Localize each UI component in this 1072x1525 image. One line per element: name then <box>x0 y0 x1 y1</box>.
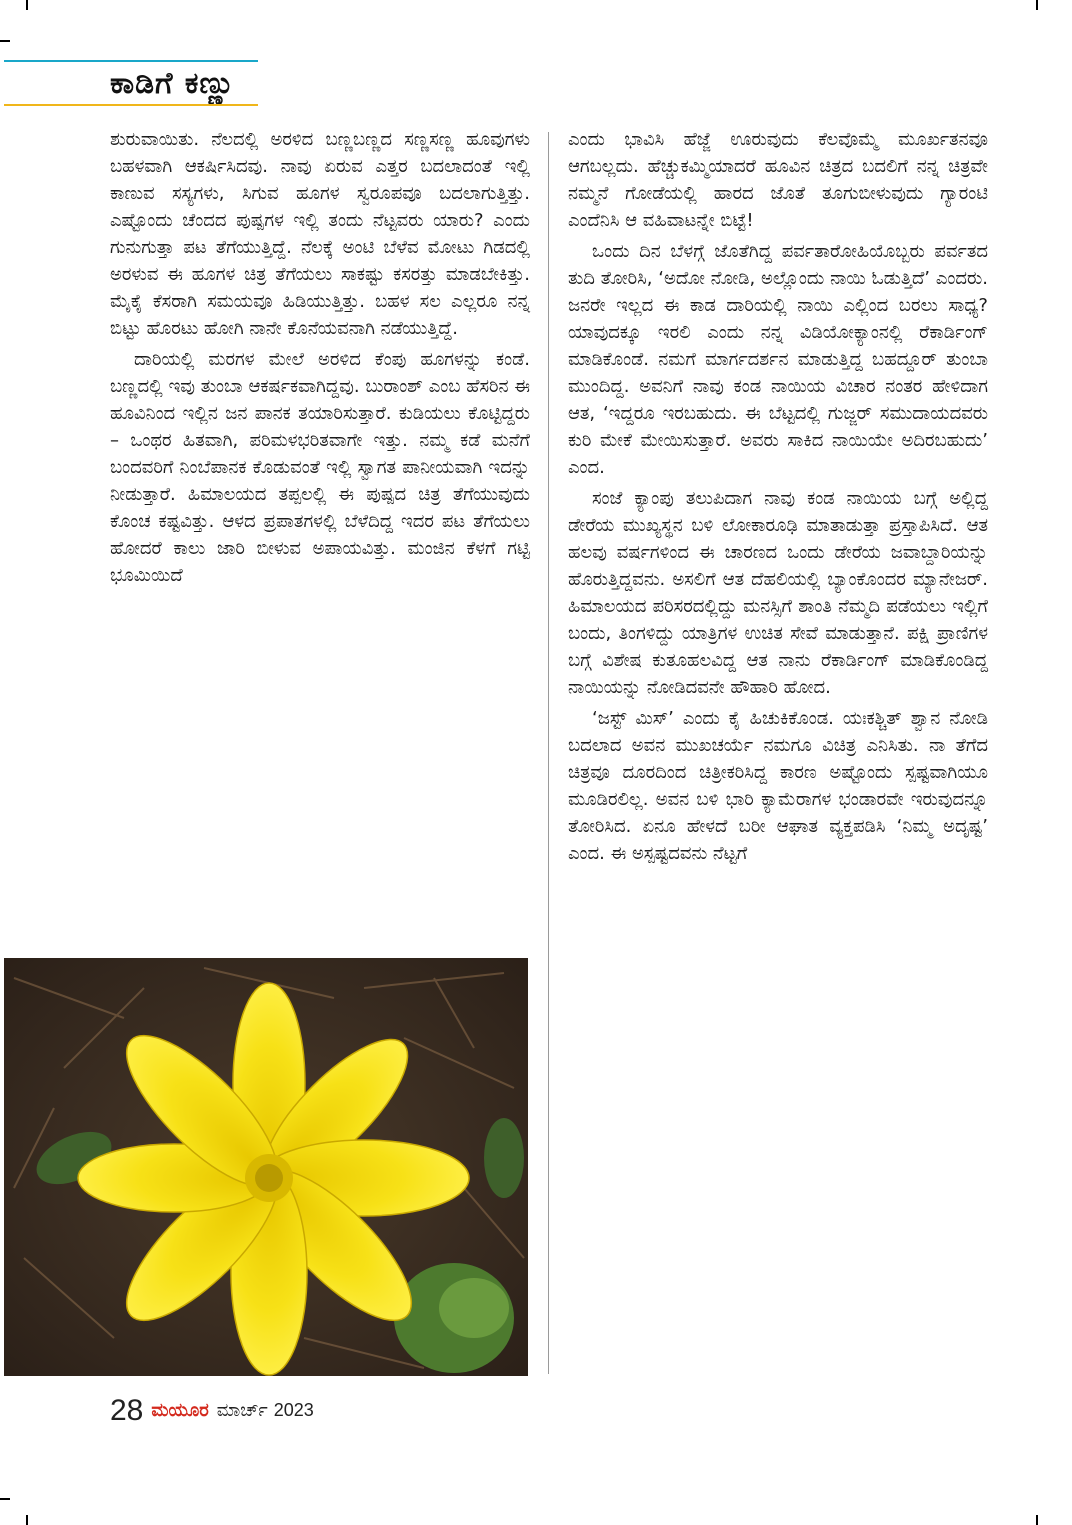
right-paragraph-3: ಸಂಜೆ ಕ್ಯಾಂಪು ತಲುಪಿದಾಗ ನಾವು ಕಂಡ ನಾಯಿಯ ಬಗ್ಗೆ ಅಲ್ಲಿದ್ದ ಡೇರೆಯ ಮುಖ್ಯಸ್ಥನ ಬಳಿ ಲೋಕಾರೂಢಿ ಮಾತಾಡುತ್ತಾ ಪ್ರಸ್ತಾಪಿಸಿದೆ. ಆತ ಹಲವು ವರ್ಷಗಳಿಂದ ಈ ಚಾರಣದ ಒಂದು ಡೇರೆಯ ಜವಾಬ್ದಾರಿಯನ್ನು ಹೊರುತ್ತಿದ್ದವನು. ಅಸಲಿಗೆ ಆತ ದೆಹಲಿಯಲ್ಲಿ ಬ್ಯಾಂಕೊಂದರ ಮ್ಯಾನೇಜರ್. ಹಿಮಾಲಯದ ಪರಿಸರದಲ್ಲಿದ್ದು ಮನಸ್ಸಿಗೆ ಶಾಂತಿ ನೆಮ್ಮದಿ ಪಡೆಯಲು ಇಲ್ಲಿಗೆ ಬಂದು, ತಿಂಗಳಿದ್ದು ಯಾತ್ರಿಗಳ ಉಚಿತ ಸೇವೆ ಮಾಡುತ್ತಾನೆ. ಪಕ್ಷಿ ಪ್ರಾಣಿಗಳ ಬಗ್ಗೆ ವಿಶೇಷ ಕುತೂಹಲವಿದ್ದ ಆತ ನಾನು ರೆಕಾರ್ಡಿಂಗ್ ಮಾಡಿಕೊಂಡಿದ್ದ ನಾಯಿಯನ್ನು ನೋಡಿದವನೇ ಹೌಹಾರಿ ಹೋದ. <box>568 488 988 698</box>
section-title: ಕಾಡಿಗೆ ಕಣ್ಣು <box>110 66 236 101</box>
left-column <box>110 126 530 589</box>
header-bottom-rule <box>4 104 258 106</box>
crop-mark-left-lower <box>0 1498 10 1500</box>
crop-mark-top-left <box>26 0 28 10</box>
flower-center <box>245 1154 293 1202</box>
right-paragraph-4: ‘ಜಸ್ಟ್ ಮಿಸ್’ ಎಂದು ಕೈ ಹಿಚುಕಿಕೊಂಡ. ಯಃಕಶ್ಚಿತ್ ಶ್ವಾನ ನೋಡಿ ಬದಲಾದ ಅವನ ಮುಖಚರ್ಯೆ ನಮಗೂ ವಿಚಿತ್ರ ಎನಿಸಿತು. ನಾ ತೆಗೆದ ಚಿತ್ರವೂ ದೂರದಿಂದ ಚಿತ್ರೀಕರಿಸಿದ್ದ ಕಾರಣ ಅಷ್ಟೊಂದು ಸ್ಪಷ್ಟವಾಗಿಯೂ ಮೂಡಿರಲಿಲ್ಲ. ಅವನ ಬಳಿ ಭಾರಿ ಕ್ಯಾಮೆರಾಗಳ ಭಂಡಾರವೇ ಇರುವುದನ್ನೂ ತೋರಿಸಿದ. ಏನೂ ಹೇಳದೆ ಬರೀ ಆಘಾತ ವ್ಯಕ್ತಪಡಿಸಿ ‘ನಿಮ್ಮ ಅದೃಷ್ಟ’ ಎಂದ. ಈ ಅಸ್ಪಷ್ಟದವನು ನೆಟ್ಟಗೆ <box>568 708 988 864</box>
issue-year: 2023 <box>273 1400 314 1420</box>
crop-mark-bottom-left <box>26 1515 28 1525</box>
left-paragraph-1: ಶುರುವಾಯಿತು. ನೆಲದಲ್ಲಿ ಅರಳಿದ ಬಣ್ಣಬಣ್ಣದ ಸಣ್ಣಸಣ್ಣ ಹೂವುಗಳು ಬಹಳವಾಗಿ ಆಕರ್ಷಿಸಿದವು. ನಾವು ಏರುವ ಎತ್ತರ ಬದಲಾದಂತೆ ಇಲ್ಲಿ ಕಾಣುವ ಸಸ್ಯಗಳು, ಸಿಗುವ ಹೂಗಳ ಸ್ವರೂಪವೂ ಬದಲಾಗುತ್ತಿತ್ತು. ಎಷ್ಟೊಂದು ಚೆಂದದ ಪುಷ್ಪಗಳ ಇಲ್ಲಿ ತಂದು ನೆಟ್ಟವರು ಯಾರು? ಎಂದು ಗುನುಗುತ್ತಾ ಪಟ ತೆಗೆಯುತ್ತಿದ್ದೆ. ನೆಲಕ್ಕೆ ಅಂಟಿ ಬೆಳೆವ ಮೋಟು ಗಿಡದಲ್ಲಿ ಅರಳುವ ಈ ಹೂಗಳ ಚಿತ್ರ ತೆಗೆಯಲು ಸಾಕಷ್ಟು ಕಸರತ್ತು ಮಾಡಬೇಕಿತ್ತು. ಮೈಕೈ ಕೆಸರಾಗಿ ಸಮಯವೂ ಹಿಡಿಯುತ್ತಿತ್ತು. ಬಹಳ ಸಲ ಎಲ್ಲರೂ ನನ್ನ ಬಿಟ್ಟು ಹೊರಟು ಹೋಗಿ ನಾನೇ ಕೊನೆಯವನಾಗಿ ನಡೆಯುತ್ತಿದ್ದೆ. <box>110 129 530 339</box>
magazine-name: ಮಯೂರ <box>151 1400 209 1421</box>
right-paragraph-2: ಒಂದು ದಿನ ಬೆಳಗ್ಗೆ ಜೊತೆಗಿದ್ದ ಪರ್ವತಾರೋಹಿಯೊಬ್ಬರು ಪರ್ವತದ ತುದಿ ತೋರಿಸಿ, ‘ಅದೋ ನೋಡಿ, ಅಲ್ಲೊಂದು ನಾಯಿ ಓಡುತ್ತಿದೆ’ ಎಂದರು. ಜನರೇ ಇಲ್ಲದ ಈ ಕಾಡ ದಾರಿಯಲ್ಲಿ ನಾಯಿ ಎಲ್ಲಿಂದ ಬರಲು ಸಾಧ್ಯ? ಯಾವುದಕ್ಕೂ ಇರಲಿ ಎಂದು ನನ್ನ ವಿಡಿಯೋಕ್ಯಾಂನಲ್ಲಿ ರೆಕಾರ್ಡಿಂಗ್ ಮಾಡಿಕೊಂಡೆ. ನಮಗೆ ಮಾರ್ಗದರ್ಶನ ಮಾಡುತ್ತಿದ್ದ ಬಹದ್ದೂರ್ ತುಂಬಾ ಮುಂದಿದ್ದ. ಅವನಿಗೆ ನಾವು ಕಂಡ ನಾಯಿಯ ವಿಚಾರ ನಂತರ ಹೇಳಿದಾಗ ಆತ, ‘ಇದ್ದರೂ ಇರಬಹುದು. ಈ ಬೆಟ್ಟದಲ್ಲಿ ಗುಜ್ಜರ್ ಸಮುದಾಯದವರು ಕುರಿ ಮೇಕೆ ಮೇಯಿಸುತ್ತಾರೆ. ಅವರು ಸಾಕಿದ ನಾಯಿಯೇ ಅದಿರಬಹುದು’ ಎಂದ. <box>568 241 988 478</box>
crop-mark-top-right <box>1036 0 1038 10</box>
crop-mark-left-upper <box>0 40 10 42</box>
right-paragraph-1: ಎಂದು ಭಾವಿಸಿ ಹೆಜ್ಜೆ ಊರುವುದು ಕೆಲವೊಮ್ಮೆ ಮೂರ್ಖತನವೂ ಆಗಬಲ್ಲದು. ಹೆಚ್ಚುಕಮ್ಮಿಯಾದರೆ ಹೂವಿನ ಚಿತ್ರದ ಬದಲಿಗೆ ನನ್ನ ಚಿತ್ರವೇ ನಮ್ಮನೆ ಗೋಡೆಯಲ್ಲಿ ಹಾರದ ಜೊತೆ ತೂಗುಬೀಳುವುದು ಗ್ಯಾರಂಟಿ ಎಂದೆನಿಸಿ ಆ ವಹಿವಾಟನ್ನೇ ಬಿಟ್ಟೆ! <box>568 129 988 231</box>
right-column <box>568 126 988 867</box>
left-paragraph-2: ದಾರಿಯಲ್ಲಿ ಮರಗಳ ಮೇಲೆ ಅರಳಿದ ಕೆಂಪು ಹೂಗಳನ್ನು ಕಂಡೆ. ಬಣ್ಣದಲ್ಲಿ ಇವು ತುಂಬಾ ಆಕರ್ಷಕವಾಗಿದ್ದವು. ಬುರಾಂಶ್ ಎಂಬ ಹೆಸರಿನ ಈ ಹೂವಿನಿಂದ ಇಲ್ಲಿನ ಜನ ಪಾನಕ ತಯಾರಿಸುತ್ತಾರೆ. ಕುಡಿಯಲು ಕೊಟ್ಟಿದ್ದರು – ಒಂಥರ ಹಿತವಾಗಿ, ಪರಿಮಳಭರಿತವಾಗೇ ಇತ್ತು. ನಮ್ಮ ಕಡೆ ಮನೆಗೆ ಬಂದವರಿಗೆ ನಿಂಬೆಪಾನಕ ಕೊಡುವಂತೆ ಇಲ್ಲಿ ಸ್ವಾಗತ ಪಾನೀಯವಾಗಿ ಇದನ್ನು ನೀಡುತ್ತಾರೆ. ಹಿಮಾಲಯದ ತಪ್ಪಲಲ್ಲಿ ಈ ಪುಷ್ಪದ ಚಿತ್ರ ತೆಗೆಯುವುದು ಕೊಂಚ ಕಷ್ಟವಿತ್ತು. ಆಳದ ಪ್ರಪಾತಗಳಲ್ಲಿ ಬೆಳೆದಿದ್ದ ಇದರ ಪಟ ತೆಗೆಯಲು ಹೋದರೆ ಕಾಲು ಜಾರಿ ಬೀಳುವ ಅಪಾಯವಿತ್ತು. ಮಂಜಿನ ಕೆಳಗೆ ಗಟ್ಟಿ ಭೂಮಿಯಿದೆ <box>110 349 530 586</box>
issue-month: ಮಾರ್ಚ್ <box>216 1400 268 1421</box>
page-number: 28 <box>110 1394 144 1427</box>
header-top-rule <box>4 60 258 62</box>
crop-mark-bottom-right <box>1036 1515 1038 1525</box>
page-footer <box>110 1394 314 1428</box>
column-divider <box>548 132 549 1374</box>
yellow-flower-photo <box>4 958 528 1376</box>
